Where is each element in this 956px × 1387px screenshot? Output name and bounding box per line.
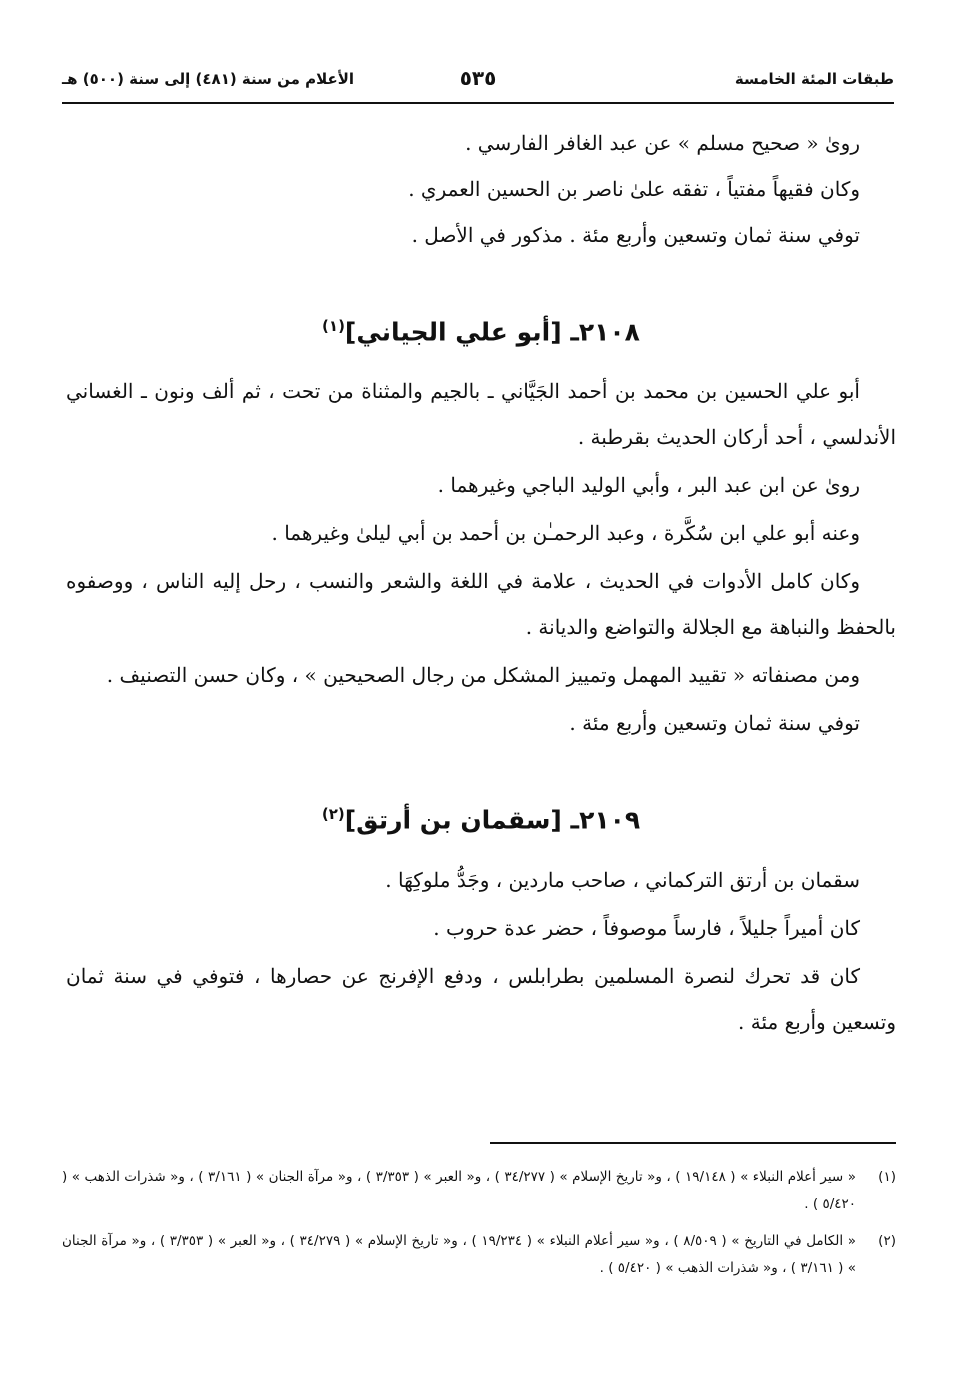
entry-2109-para-2: كان أميراً جليلاً ، فارساً موصوفاً ، حضر عدة حروب . [433,915,860,940]
footnotes [62,1164,896,1292]
entry-2109-para-3: كان قد تحرك لنصرة المسلمين بطرابلس ، ودفع الإفرنج عن حصارها ، فتوفي في سنة ثمان وتسعين وأربع مئة . [66,963,896,1034]
previous-entry-line-2: وكان فقيهاً مفتياً ، تفقه علىٰ ناصر بن الحسين العمري . [408,177,860,201]
entry-2108-para-5: ومن مصنفاته « تقييد المهمل وتمييز المشكل من رجال الصحيحين » ، وكان حسن التصنيف . [106,663,860,688]
header-section-title: طبقات المئة الخامسة [734,70,894,88]
footnote-number: (١) [878,1169,896,1185]
footnote-1 [62,1164,896,1218]
footnote-number: (٢) [878,1233,896,1249]
entry-2109-para-1: سقمان بن أرتق التركماني ، صاحب ماردين ، وجَدُّ ملوكِهَا . [385,867,860,892]
footnote-rule [490,1142,896,1144]
entry-title-2108 [66,306,896,352]
entry-2108-para-4: وكان كامل الأدوات في الحديث ، علامة في اللغة والشعر والنسب ، رحل إليه الناس ، ووصفوه بالحفظ والنباهة مع الجلالة والتواضع والديانة . [66,569,896,640]
footnote-ref-1[interactable]: (١) [322,317,345,335]
main-text [66,120,896,1045]
previous-entry-line-3: توفي سنة ثمان وتسعين وأربع مئة . مذكور في الأصل . [411,223,860,247]
entry-2108-para-6: توفي سنة ثمان وتسعين وأربع مئة . [569,711,860,736]
entry-title-text: ٢١٠٩ـ [سقمان بن أرتق] [344,805,641,835]
previous-entry-line-1: رویٰ « صحيح مسلم » عن عبد الغافر الفارسي . [465,131,860,155]
entry-title-text: ٢١٠٨ـ [أبو علي الجياني] [344,317,640,347]
entry-2108-para-2: رویٰ عن ابن عبد البر ، وأبي الوليد الباجي وغيرهما . [437,473,860,498]
running-header [62,66,894,98]
header-rule [62,102,894,104]
footnote-2 [62,1228,896,1282]
footnote-ref-2[interactable]: (٢) [321,805,345,824]
header-date-range: الأعلام من سنة (٤٨١) إلى سنة (٥٠٠) هـ [62,70,355,88]
footnote-text: « الكامل في التاريخ » ( ٨/٥٠٩ ) ، و« سير أعلام النبلاء » ( ١٩/٢٣٤ ) ، و« تاريخ الإسلام » ( ٣٤/٢٧٩ ) ، و« العبر » ( ٣/٣٥٣ ) ، و« مرآة الجنان » ( ٣/١٦١ ) ، و« شذرات الذهب » ( ٥/٤٢٠ ) . [62,1233,856,1276]
page-number: ٥٣٥ [459,66,497,90]
footnote-text: « سير أعلام النبلاء » ( ١٩/١٤٨ ) ، و« تاريخ الإسلام » ( ٣٤/٢٧٧ ) ، و« العبر » ( ٣/٣٥٣ ) ، و« مرآة الجنان » ( ٣/١٦١ ) ، و« شذرات الذهب » ( ٥/٤٢٠ ) . [62,1169,856,1212]
entry-title-2109 [66,794,896,840]
entry-2108-para-1: أبو علي الحسين بن محمد بن أحمد الجَيَّاني ـ بالجيم والمثناة من تحت ، ثم ألف ونون ـ الغساني الأندلسي ، أحد أركان الحديث بقرطبة . [66,379,896,450]
entry-2108-para-3: وعنه أبو علي ابن سُكَّرة ، وعبد الرحمـٰن بن أحمد بن أبي ليلىٰ وغيرهما . [271,521,860,546]
